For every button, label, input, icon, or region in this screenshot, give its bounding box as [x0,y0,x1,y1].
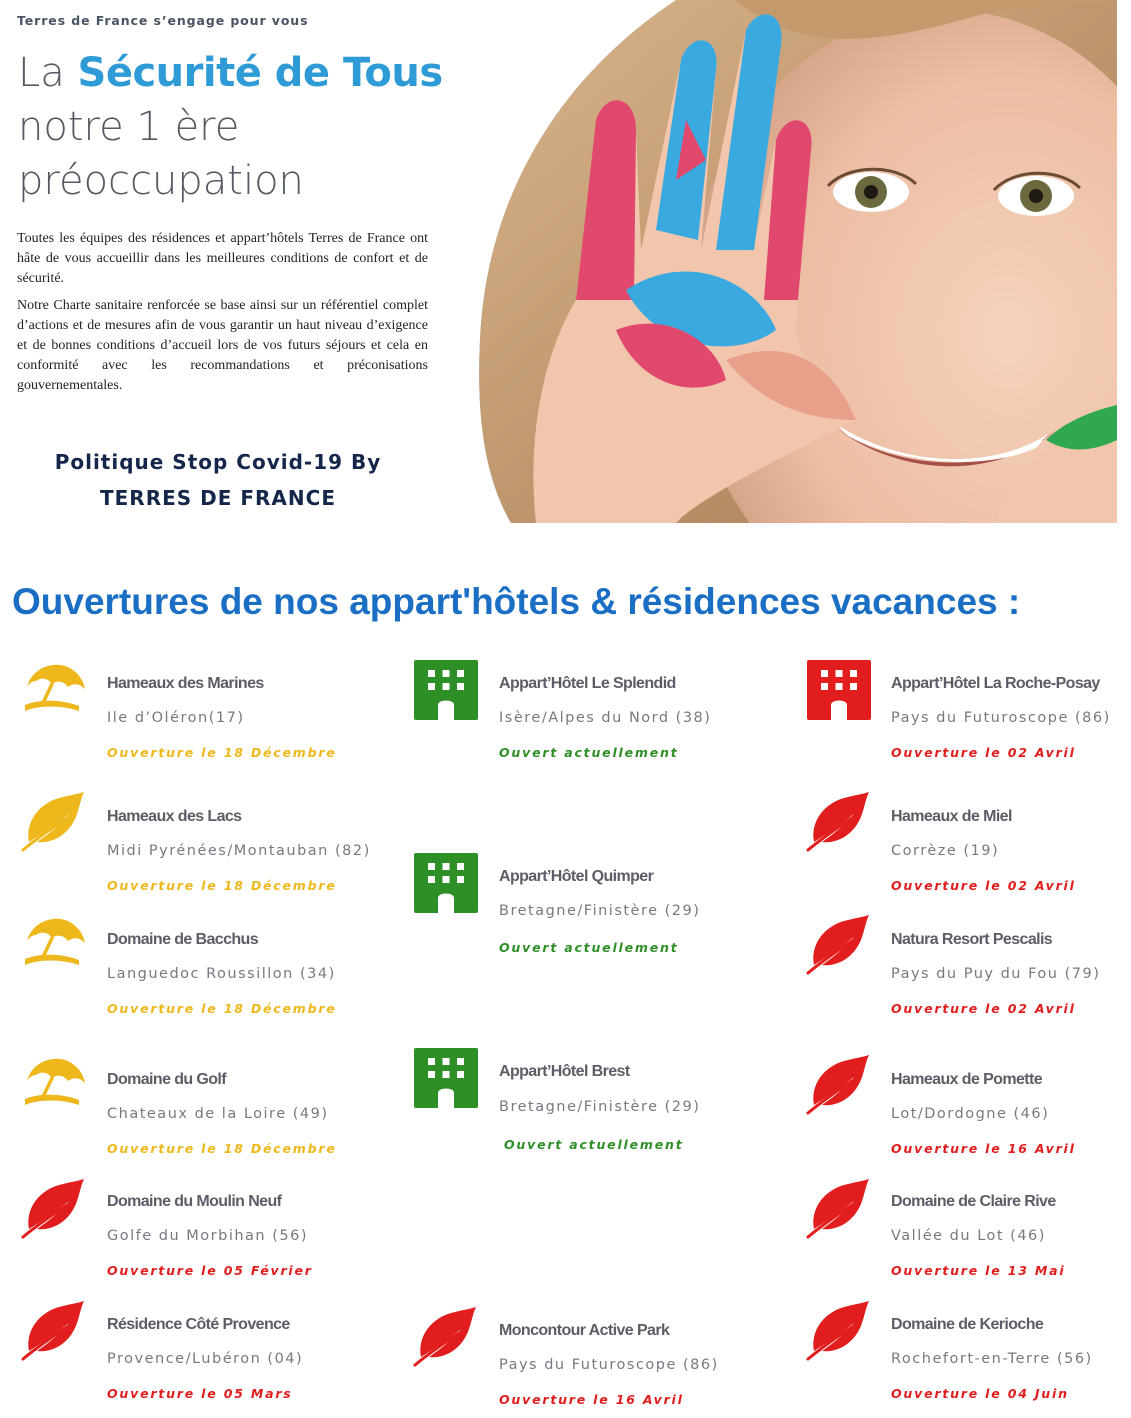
residence-name[interactable]: Natura Resort Pescalis [891,931,1053,948]
residence-name[interactable]: Domaine de Bacchus [107,931,259,948]
residence-location: Isère/Alpes du Nord (38) [499,710,712,726]
building-icon [806,659,872,721]
residence-name[interactable]: Domaine de Claire Rive [891,1193,1056,1210]
leaf-icon [806,790,872,852]
residence-status: Ouverture le 16 Avril [499,1392,684,1407]
building-icon [413,659,479,721]
building-icon [413,1047,479,1109]
leaf-icon [806,1053,872,1115]
residence-status: Ouverture le 02 Avril [891,878,1076,893]
headline-prefix: La [18,50,78,96]
leaf-icon [806,913,872,975]
residence-name[interactable]: Résidence Côté Provence [107,1316,290,1333]
residence-status: Ouverture le 18 Décembre [107,878,337,893]
residence-location: Pays du Futuroscope (86) [499,1357,719,1373]
residence-status: Ouverture le 18 Décembre [107,1001,337,1016]
residence-location: Lot/Dordogne (46) [891,1106,1050,1122]
residence-status: Ouvert actuellement [499,940,679,955]
umbrella-icon [21,1053,87,1115]
residence-location: Midi Pyrénées/Montauban (82) [107,843,371,859]
residence-status: Ouvert actuellement [504,1137,684,1152]
leaf-icon [21,1177,87,1239]
residence-name[interactable]: Appart’Hôtel La Roche-Posay [891,675,1100,692]
residence-location: Vallée du Lot (46) [891,1228,1046,1244]
residence-name[interactable]: Moncontour Active Park [499,1322,670,1339]
headline-line-3: préoccupation [18,158,304,204]
leaf-icon [806,1177,872,1239]
residence-location: Pays du Futuroscope (86) [891,710,1111,726]
residence-name[interactable]: Hameaux des Marines [107,675,264,692]
residence-status: Ouverture le 18 Décembre [107,745,337,760]
residence-name[interactable]: Hameaux de Pomette [891,1071,1043,1088]
residence-location: Bretagne/Finistère (29) [499,903,701,919]
kicker-text: Terres de France s’engage pour vous [17,13,309,28]
leaf-icon [413,1305,479,1367]
residence-status: Ouverture le 05 Février [107,1263,313,1278]
leaf-icon [806,1299,872,1361]
headline-line-1 [18,46,443,100]
residence-location: Provence/Lubéron (04) [107,1351,304,1367]
leaf-icon [21,790,87,852]
residence-location: Rochefort-en-Terre (56) [891,1351,1093,1367]
residence-name[interactable]: Domaine du Moulin Neuf [107,1193,282,1210]
residence-status: Ouverture le 02 Avril [891,745,1076,760]
residence-location: Pays du Puy du Fou (79) [891,966,1101,982]
residence-status: Ouverture le 16 Avril [891,1141,1076,1156]
leaf-icon [21,1299,87,1361]
residence-location: Ile d’Oléron(17) [107,710,245,726]
building-icon [413,852,479,914]
umbrella-icon [21,913,87,975]
residence-name[interactable]: Appart’Hôtel Le Splendid [499,675,676,692]
residence-status: Ouverture le 05 Mars [107,1386,293,1401]
hero-child-photo [476,0,1117,523]
residence-location: Chateaux de la Loire (49) [107,1106,329,1122]
residence-location: Languedoc Roussillon (34) [107,966,336,982]
umbrella-icon [21,659,87,721]
residence-name[interactable]: Appart’Hôtel Brest [499,1063,630,1080]
residence-status: Ouvert actuellement [499,745,679,760]
residence-location: Corrèze (19) [891,843,1000,859]
residence-status: Ouverture le 02 Avril [891,1001,1076,1016]
policy-line-2: TERRES DE FRANCE [100,486,336,510]
residence-status: Ouverture le 13 Mai [891,1263,1066,1278]
intro-paragraph-1: Toutes les équipes des résidences et appart’hôtels Terres de France ont hâte de vous accueillir dans les meilleures conditions de confort et de sécurité. [17,231,428,286]
residence-name[interactable]: Appart’Hôtel Quimper [499,868,654,885]
residence-name[interactable]: Domaine de Kerioche [891,1316,1044,1333]
residence-location: Golfe du Morbihan (56) [107,1228,308,1244]
headline [18,46,443,208]
headline-accent: Sécurité de Tous [77,50,443,96]
residence-status: Ouverture le 18 Décembre [107,1141,337,1156]
section-title: Ouvertures de nos appart'hôtels & résidences vacances : [12,581,1021,622]
headline-line-2: notre 1 ère [18,104,240,150]
intro-paragraph-2: Notre Charte sanitaire renforcée se base ainsi sur un référentiel complet d’actions et de mesures afin de vous garantir un haut niveau d’exigence et de bonnes conditions d’accueil lors de vos futurs séjours et cela en conformité avec les recommandations et préconisations gouvernementales. [17,298,428,393]
residence-status: Ouverture le 04 Juin [891,1386,1069,1401]
residence-name[interactable]: Hameaux des Lacs [107,808,242,825]
residence-name[interactable]: Domaine du Golf [107,1071,227,1088]
policy-line-1: Politique Stop Covid-19 By [54,450,382,474]
residence-name[interactable]: Hameaux de Miel [891,808,1012,825]
residence-location: Bretagne/Finistère (29) [499,1099,701,1115]
